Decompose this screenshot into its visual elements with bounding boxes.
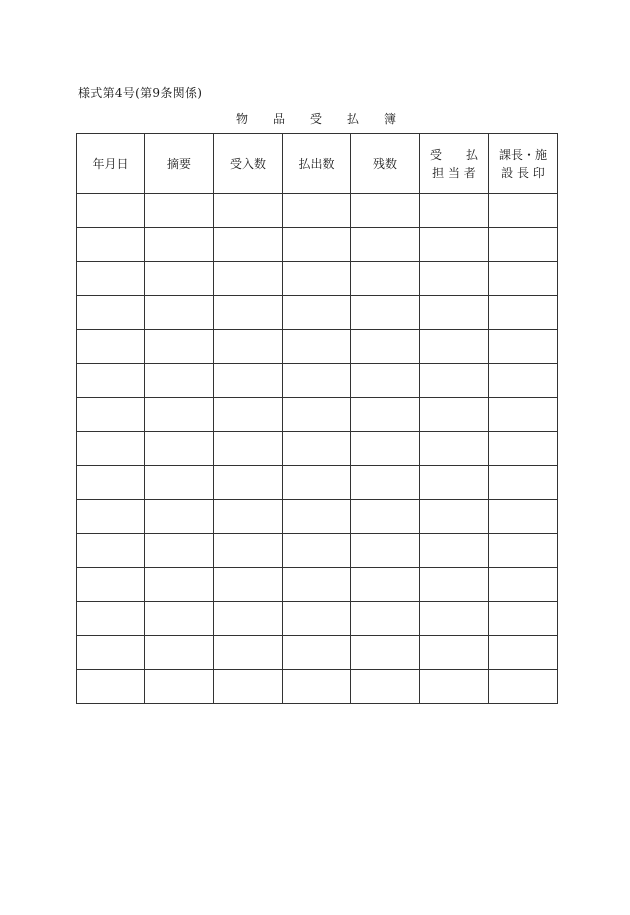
cell-received <box>214 568 283 602</box>
table-row <box>77 194 558 228</box>
cell-balance <box>351 228 420 262</box>
cell-manager-seal <box>489 364 558 398</box>
table-row <box>77 262 558 296</box>
cell-summary <box>145 636 214 670</box>
table-row <box>77 670 558 704</box>
header-manager-line1: 課長・施 <box>498 147 547 162</box>
cell-received <box>214 228 283 262</box>
title-char: 受 <box>309 112 322 126</box>
cell-summary <box>145 568 214 602</box>
form-number-label: 様式第4号(第9条関係) <box>78 86 203 100</box>
table-row <box>77 228 558 262</box>
cell-summary <box>145 262 214 296</box>
cell-handler <box>420 670 489 704</box>
cell-summary <box>145 500 214 534</box>
cell-issued <box>283 636 351 670</box>
cell-issued <box>283 194 351 228</box>
cell-handler <box>420 262 489 296</box>
cell-received <box>214 398 283 432</box>
cell-received <box>214 466 283 500</box>
cell-date <box>77 636 145 670</box>
cell-handler <box>420 398 489 432</box>
table-row <box>77 296 558 330</box>
cell-balance <box>351 262 420 296</box>
cell-balance <box>351 602 420 636</box>
cell-balance <box>351 636 420 670</box>
title-char: 物 <box>236 112 249 126</box>
cell-date <box>77 364 145 398</box>
header-received: 受入数 <box>214 134 283 194</box>
table-row <box>77 364 558 398</box>
cell-received <box>214 432 283 466</box>
cell-balance <box>351 670 420 704</box>
cell-summary <box>145 466 214 500</box>
cell-issued <box>283 602 351 636</box>
cell-balance <box>351 534 420 568</box>
header-date: 年月日 <box>77 134 145 194</box>
cell-received <box>214 296 283 330</box>
cell-date <box>77 500 145 534</box>
cell-handler <box>420 194 489 228</box>
cell-date <box>77 534 145 568</box>
title-char: 払 <box>346 112 359 126</box>
cell-manager-seal <box>489 534 558 568</box>
cell-manager-seal <box>489 636 558 670</box>
cell-balance <box>351 432 420 466</box>
cell-balance <box>351 364 420 398</box>
cell-received <box>214 534 283 568</box>
cell-manager-seal <box>489 194 558 228</box>
header-balance: 残数 <box>351 134 420 194</box>
header-row <box>77 134 558 194</box>
cell-handler <box>420 228 489 262</box>
cell-handler <box>420 432 489 466</box>
cell-handler <box>420 296 489 330</box>
cell-manager-seal <box>489 432 558 466</box>
cell-manager-seal <box>489 466 558 500</box>
cell-summary <box>145 194 214 228</box>
cell-balance <box>351 500 420 534</box>
cell-balance <box>351 466 420 500</box>
cell-issued <box>283 398 351 432</box>
cell-handler <box>420 636 489 670</box>
cell-handler <box>420 500 489 534</box>
header-handler-line2: 担 当 者 <box>432 165 476 180</box>
cell-summary <box>145 398 214 432</box>
cell-issued <box>283 500 351 534</box>
cell-handler <box>420 364 489 398</box>
cell-handler <box>420 466 489 500</box>
cell-manager-seal <box>489 330 558 364</box>
cell-balance <box>351 398 420 432</box>
cell-date <box>77 262 145 296</box>
table-row <box>77 330 558 364</box>
cell-received <box>214 500 283 534</box>
cell-date <box>77 228 145 262</box>
cell-date <box>77 568 145 602</box>
cell-manager-seal <box>489 602 558 636</box>
cell-received <box>214 330 283 364</box>
cell-date <box>77 602 145 636</box>
cell-issued <box>283 228 351 262</box>
cell-handler <box>420 568 489 602</box>
cell-summary <box>145 296 214 330</box>
cell-handler <box>420 602 489 636</box>
cell-issued <box>283 534 351 568</box>
cell-received <box>214 194 283 228</box>
cell-issued <box>283 262 351 296</box>
header-manager-line2: 設 長 印 <box>501 165 545 180</box>
cell-date <box>77 466 145 500</box>
header-handler <box>420 134 489 194</box>
cell-received <box>214 364 283 398</box>
header-issued: 払出数 <box>283 134 351 194</box>
table-row <box>77 466 558 500</box>
table-row <box>77 636 558 670</box>
title-char: 品 <box>272 112 285 126</box>
cell-balance <box>351 194 420 228</box>
title-char: 簿 <box>383 112 396 126</box>
cell-issued <box>283 364 351 398</box>
cell-received <box>214 602 283 636</box>
cell-balance <box>351 296 420 330</box>
table-row <box>77 500 558 534</box>
ledger-table <box>76 133 558 704</box>
cell-date <box>77 670 145 704</box>
cell-received <box>214 636 283 670</box>
cell-issued <box>283 670 351 704</box>
cell-handler <box>420 534 489 568</box>
cell-summary <box>145 364 214 398</box>
cell-issued <box>283 568 351 602</box>
cell-issued <box>283 432 351 466</box>
cell-summary <box>145 432 214 466</box>
cell-date <box>77 330 145 364</box>
cell-received <box>214 262 283 296</box>
cell-date <box>77 432 145 466</box>
cell-summary <box>145 670 214 704</box>
cell-summary <box>145 602 214 636</box>
cell-handler <box>420 330 489 364</box>
cell-issued <box>283 466 351 500</box>
cell-date <box>77 398 145 432</box>
cell-manager-seal <box>489 568 558 602</box>
cell-summary <box>145 534 214 568</box>
cell-date <box>77 296 145 330</box>
table-row <box>77 398 558 432</box>
cell-issued <box>283 330 351 364</box>
cell-manager-seal <box>489 228 558 262</box>
cell-summary <box>145 228 214 262</box>
header-summary: 摘要 <box>145 134 214 194</box>
header-manager-seal <box>489 134 558 194</box>
document-title <box>236 110 396 127</box>
cell-manager-seal <box>489 296 558 330</box>
cell-manager-seal <box>489 398 558 432</box>
cell-manager-seal <box>489 500 558 534</box>
table-row <box>77 568 558 602</box>
table-row <box>77 534 558 568</box>
cell-manager-seal <box>489 670 558 704</box>
cell-balance <box>351 330 420 364</box>
table-row <box>77 602 558 636</box>
cell-date <box>77 194 145 228</box>
ledger-body <box>77 194 558 704</box>
cell-issued <box>283 296 351 330</box>
table-row <box>77 432 558 466</box>
header-handler-line1: 受 払 <box>429 147 478 162</box>
cell-manager-seal <box>489 262 558 296</box>
cell-received <box>214 670 283 704</box>
cell-balance <box>351 568 420 602</box>
cell-summary <box>145 330 214 364</box>
